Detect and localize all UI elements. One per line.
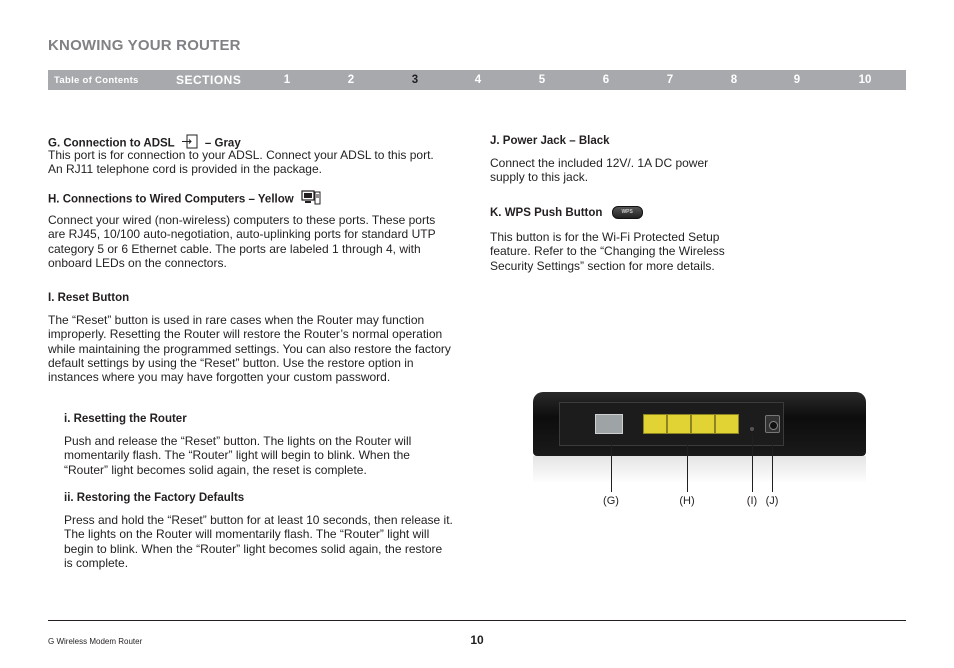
section-h-title: H. Connections to Wired Computers – Yellow	[48, 193, 294, 206]
leader-line-j	[772, 442, 773, 492]
section-link-10[interactable]: 10	[858, 74, 872, 86]
leader-line-h	[687, 442, 688, 492]
router-rear-panel-image	[533, 392, 866, 456]
section-k-title: K. WPS Push Button	[490, 207, 603, 219]
section-link-2[interactable]: 2	[347, 74, 355, 86]
page-number: 10	[470, 633, 484, 647]
section-i2-body: Press and hold the “Reset” button for at least 10 seconds, then release it. The lights on the Router will momentarily flash. The “Router” light will begin to blink. When the “Router” light becomes solid again, the restore is complete.	[64, 513, 453, 570]
callout-g: (G)	[603, 495, 619, 507]
reset-button-hole	[750, 427, 754, 431]
section-h-heading	[48, 190, 468, 209]
section-i2-title: ii. Restoring the Factory Defaults	[64, 492, 245, 504]
footer-product-name: G Wireless Modem Router	[48, 637, 143, 646]
leader-line-i	[752, 434, 753, 492]
section-i1-body: Push and release the “Reset” button. The lights on the Router will momentarily flash. The “Router” light will begin to blink. When the “Router” light becomes solid again, the reset is complete.	[64, 434, 412, 477]
section-g-title-suffix: – Gray	[204, 137, 241, 150]
section-h-body: Connect your wired (non-wireless) computers to these ports. These ports are RJ45, 10/100 auto-negotiation, auto-uplinking ports for standard UTP category 5 or 6 Ethernet cable. The ports are labeled 1 through 4, with onboard LEDs on the connectors.	[48, 213, 436, 270]
section-g-title: G. Connection to ADSL	[48, 137, 175, 150]
section-link-4[interactable]: 4	[474, 74, 482, 86]
ethernet-port-2	[667, 414, 691, 434]
section-k-heading	[490, 206, 790, 220]
adsl-port	[595, 414, 623, 434]
callout-h: (H)	[679, 495, 695, 507]
section-i-body: The “Reset” button is used in rare cases when the Router may function improperly. Resetting the Router will restore the Router’s normal operation while maintaining the programmed settings. You can also restore the factory default settings by using the “Reset” button. Use the restore option in instances where you may have forgotten your custom password.	[48, 313, 451, 385]
sections-label: SECTIONS	[176, 73, 242, 87]
page-header-title: KNOWING YOUR ROUTER	[48, 37, 241, 54]
section-i-title: I. Reset Button	[48, 292, 130, 304]
section-link-3[interactable]: 3	[411, 74, 419, 86]
section-g-body: This port is for connection to your ADSL. Connect your ADSL to this port. An RJ11 telephone cord is provided in the package.	[48, 148, 434, 177]
callout-i: (I)	[746, 495, 758, 507]
section-j-body: Connect the included 12V/. 1A DC power supply to this jack.	[490, 156, 709, 185]
section-i1-title: i. Resetting the Router	[64, 413, 187, 425]
ethernet-port-3	[691, 414, 715, 434]
section-j-title: J. Power Jack – Black	[490, 135, 610, 147]
section-link-1[interactable]: 1	[283, 74, 291, 86]
table-of-contents-link[interactable]: Table of Contents	[54, 75, 139, 86]
ethernet-port-4	[715, 414, 739, 434]
computer-icon	[301, 190, 321, 209]
section-link-9[interactable]: 9	[793, 74, 801, 86]
section-k-body: This button is for the Wi-Fi Protected Setup feature. Refer to the “Changing the Wireless Security Settings” section for more details.	[490, 230, 725, 273]
ethernet-port-1	[643, 414, 667, 434]
leader-line-g	[611, 442, 612, 492]
section-navbar	[48, 70, 906, 90]
callout-j: (J)	[765, 495, 779, 507]
power-jack	[765, 415, 780, 433]
footer-divider	[48, 620, 906, 621]
section-link-7[interactable]: 7	[666, 74, 674, 86]
router-reflection	[533, 456, 866, 484]
section-link-6[interactable]: 6	[602, 74, 610, 86]
wps-button-icon: WPS	[612, 206, 643, 219]
section-link-8[interactable]: 8	[730, 74, 738, 86]
section-link-5[interactable]: 5	[538, 74, 546, 86]
